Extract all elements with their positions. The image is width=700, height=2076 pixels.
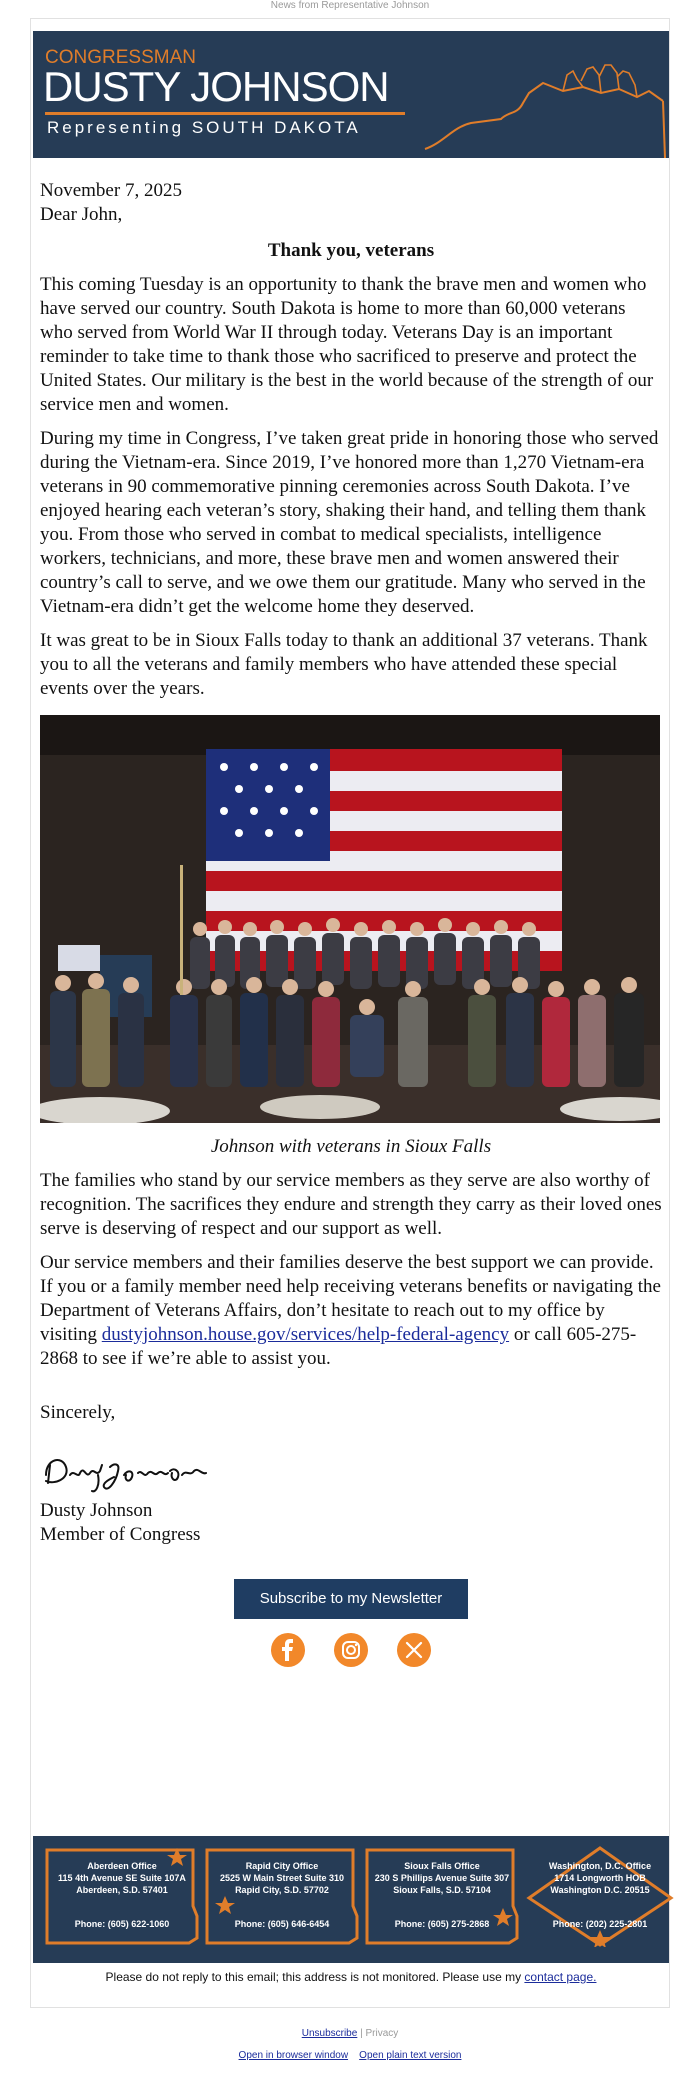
paragraph-5 xyxy=(40,1251,662,1371)
banner-divider xyxy=(45,112,405,115)
letter-greeting: Dear John, xyxy=(40,204,123,225)
office-aberdeen-phone: Phone: (605) 622-1060 xyxy=(74,1919,170,1929)
unsubscribe-link[interactable]: Unsubscribe xyxy=(301,2028,358,2039)
social-icons xyxy=(40,1633,662,1669)
banner-name: DUSTY JOHNSON xyxy=(43,63,389,110)
office-washington-dc xyxy=(521,1846,679,1947)
office-aberdeen-name: Aberdeen Office xyxy=(87,1861,157,1871)
letter-body xyxy=(40,179,662,1669)
photo-caption: Johnson with veterans in Sioux Falls xyxy=(210,1136,492,1157)
office-aberdeen-line1: 115 4th Avenue SE Suite 107A xyxy=(58,1873,186,1883)
footer-links-row-2 xyxy=(0,2050,700,2061)
office-rapid-city-line1: 2525 W Main Street Suite 310 xyxy=(219,1873,345,1883)
office-rapid-city-name: Rapid City Office xyxy=(245,1861,319,1871)
signature-title: Member of Congress xyxy=(40,1524,201,1545)
paragraph-1: This coming Tuesday is an opportunity to thank the brave men and women who have served our country. South Dakota is home to more than 60,000 veterans who served from World War II through today. Veterans Day is an important reminder to take time to thank those who sacrificed to preserve and protect the United States. Our military is the best in the world because of the strength of our service men and women. xyxy=(40,274,654,415)
office-rapid-city xyxy=(203,1846,361,1947)
office-sioux-falls-line1: 230 S Phillips Avenue Suite 307 xyxy=(374,1873,510,1883)
banner-tagline: Representing SOUTH DAKOTA xyxy=(47,118,361,137)
letter-date: November 7, 2025 xyxy=(40,180,182,201)
contact-page-link[interactable]: contact page. xyxy=(524,1970,597,1984)
help-federal-agency-link[interactable]: dustyjohnson.house.gov/services/help-federal-agency xyxy=(101,1324,510,1345)
office-sioux-falls-phone: Phone: (605) 275-2868 xyxy=(394,1919,490,1929)
open-in-browser-link[interactable]: Open in browser window xyxy=(238,2050,349,2061)
x-icon[interactable] xyxy=(397,1633,431,1667)
paragraph-5-text-after: or call 605-275-2868 to see if we’re able to assist you. xyxy=(40,1324,637,1369)
office-sioux-falls xyxy=(363,1846,521,1947)
office-rapid-city-phone: Phone: (605) 646-6454 xyxy=(234,1919,330,1929)
signature-image xyxy=(40,1445,662,1499)
paragraph-2: During my time in Congress, I’ve taken great pride in honoring those who served during the Vietnam-era. Since 2019, I’ve honored more than 1,270 Vietnam-era veterans in 90 commemorative pinning ceremonies across South Dakota. I’ve enjoyed hearing each veteran’s story, shaking their hand, and telling them thank you. From those who served in combat to medical specialists, intelligence workers, technicians, and more, these brave men and women answered their country’s call to serve, and we owe them our gratitude. Many who served in the Vietnam-era didn’t get the welcome home they deserved. xyxy=(40,428,659,617)
south-dakota-outline-icon xyxy=(413,31,669,158)
office-aberdeen xyxy=(43,1846,201,1947)
header-banner xyxy=(33,31,669,158)
office-rapid-city-line2: Rapid City, S.D. 57702 xyxy=(235,1885,329,1895)
paragraph-3: It was great to be in Sioux Falls today to thank an additional 37 veterans. Thank you to all the veterans and family members who have attended these special events over the years. xyxy=(40,630,648,699)
instagram-icon[interactable] xyxy=(334,1633,368,1667)
banner-congressman: CONGRESSMAN xyxy=(45,47,196,68)
email-card xyxy=(30,18,670,2008)
privacy-link[interactable]: Privacy xyxy=(365,2028,399,2039)
office-sioux-falls-name: Sioux Falls Office xyxy=(404,1861,480,1871)
letter-title: Thank you, veterans xyxy=(267,240,435,261)
office-washington-dc-name: Washington, D.C. Office xyxy=(548,1861,652,1871)
office-sioux-falls-line2: Sioux Falls, S.D. 57104 xyxy=(393,1885,491,1895)
subscribe-wrap xyxy=(40,1579,662,1619)
veterans-group-photo xyxy=(40,715,660,1123)
office-aberdeen-line2: Aberdeen, S.D. 57401 xyxy=(76,1885,168,1895)
subscribe-button[interactable]: Subscribe to my Newsletter xyxy=(234,1579,468,1619)
paragraph-5-text-before: Our service members and their families deserve the best support we can provide. If you or a family member need help receiving veterans benefits or navigating the Department of Veterans Affairs, don’t hesitate to reach out to my office by visiting xyxy=(40,1252,661,1345)
link-separator: | xyxy=(360,2028,363,2039)
footer-links-row-1 xyxy=(0,2028,700,2039)
office-washington-dc-line2: Washington D.C. 20515 xyxy=(550,1885,650,1895)
signature-name: Dusty Johnson xyxy=(40,1500,153,1521)
no-reply-notice xyxy=(31,1970,671,1984)
office-locations xyxy=(33,1836,669,1963)
office-washington-dc-phone: Phone: (202) 225-2801 xyxy=(552,1919,648,1929)
paragraph-4: The families who stand by our service members as they serve are also worthy of recognition. The sacrifices they endure and strength they carry as their loved ones serve is deserving of respect and our support as well. xyxy=(40,1170,662,1239)
no-reply-text: Please do not reply to this email; this address is not monitored. Please use my xyxy=(105,1970,525,1984)
closing-sincerely: Sincerely, xyxy=(40,1402,116,1423)
office-washington-dc-line1: 1714 Longworth HOB xyxy=(554,1873,646,1883)
facebook-icon[interactable] xyxy=(271,1633,305,1667)
preheader-text: News from Representative Johnson xyxy=(270,0,430,11)
plain-text-link[interactable]: Open plain text version xyxy=(359,2050,462,2061)
